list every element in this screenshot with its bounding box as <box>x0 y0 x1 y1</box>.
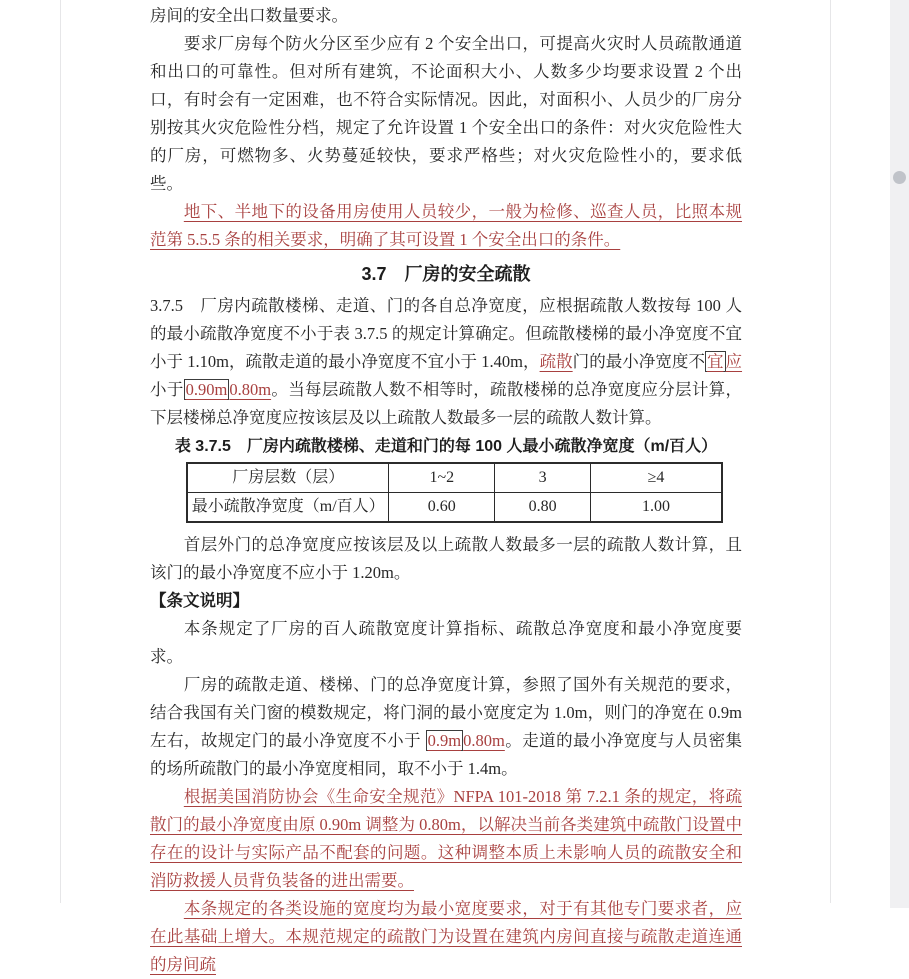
paragraph <box>150 2 742 30</box>
text-run: 要求厂房每个防火分区至少应有 2 个安全出口，可提高火灾时人员疏散通道和出口的可靠性。但对所有建筑，不论面积大小、人数多少均要求设置 2 个出口，有时会有一定困难，也不符合实际情况。因此，对面积小、人员少的厂房分别按其火灾危险性分档，规定了允许设置 1 个安全出口的条件：对火灾危险性大的厂房，可燃物多、火势蔓延较快，要求严格些；对火灾危险性小的，要求低些。 <box>150 34 742 193</box>
paragraph <box>150 198 742 254</box>
table-cell: 1~2 <box>389 463 495 493</box>
inserted-revision-text: 应 <box>725 352 743 371</box>
scrollbar-thumb[interactable] <box>893 171 906 184</box>
deleted-revision-text: 0.9m <box>427 731 462 750</box>
paragraph <box>150 531 742 587</box>
inserted-revision-text: 根据美国消防协会《生命安全规范》NFPA 101-2018 第 7.2.1 条的规定，将疏散门的最小净宽度由原 0.90m 调整为 0.80m，以解决当前各类建筑中疏散门设置中存在的设计与实际产品不配套的问题。这种调整本质上未影响人员的疏散安全和消防救援人员背负装备的进出需要。 <box>150 787 742 890</box>
inserted-revision-text: 0.80m <box>463 731 505 750</box>
table-cell: ≥4 <box>591 463 722 493</box>
paragraph <box>150 671 742 783</box>
text-run: 房间的安全出口数量要求。 <box>150 6 348 25</box>
inserted-revision-text: 本条规定的各类设施的宽度均为最小宽度要求，对于有其他专门要求者，应在此基础上增大。本规范规定的疏散门为设置在建筑内房间直接与疏散走道连通的房间疏 <box>150 899 742 974</box>
text-run: 厂房的疏散走道、楼梯、门的总净宽度计算，参照了国外有关规范的要求，结合我国有关门窗的模数规定，将门洞的最小宽度定为 1.0m，则门的净宽在 0.9m 左右，故规定门的最小净宽度不小于 <box>150 675 742 750</box>
page-right-edge <box>830 0 831 903</box>
text-run: 门的最小净宽度不 <box>572 352 705 371</box>
inserted-revision-text: 疏散 <box>539 352 573 371</box>
table-cell: 最小疏散净宽度（m/百人） <box>187 493 389 523</box>
table-value-row <box>187 493 722 523</box>
inserted-revision-text: 地下、半地下的设备用房使用人员较少，一般为检修、巡查人员，比照本规范第 5.5.5 条的相关要求，明确了其可设置 1 个安全出口的条件。 <box>150 202 742 249</box>
text-run: 3.7 厂房的安全疏散 <box>361 264 531 284</box>
text-run: 首层外门的总净宽度应按该层及以上疏散人数最多一层的疏散人数计算，且该门的最小净宽度不应小于 1.20m。 <box>150 535 742 582</box>
table-caption: 表 3.7.5 厂房内疏散楼梯、走道和门的每 100 人最小疏散净宽度（m/百人） <box>174 438 718 455</box>
page-left-edge <box>60 0 61 903</box>
table-cell: 0.60 <box>389 493 495 523</box>
text-run: 。当每层疏散人数不相等时，疏散楼梯的总净宽度应分层计算，下层楼梯总净宽度应按该层及以上疏散人数最多一层的疏散人数计算。 <box>150 380 743 427</box>
text-run: 3.7.5 厂房内疏散楼梯、走道、门的各自总净宽度，应根据疏散人数按每 100 人的最小疏散净宽度不小于表 3.7.5 的规定计算确定。但疏散楼梯的最小净宽度不宜小于 1.10m，疏散走道的最小净宽度不宜小于 1.40m， <box>150 296 742 371</box>
commentary-label <box>150 587 742 615</box>
paragraph <box>150 615 742 671</box>
section-heading <box>150 260 742 288</box>
deleted-revision-text: 0.90m <box>185 380 228 399</box>
table-header-row <box>187 463 722 493</box>
text-run: 。走道的最小净宽度与人员密集的场所疏散门的最小净宽度相同，取不小于 1.4m。 <box>150 731 743 778</box>
text-run: 小于 <box>150 380 184 399</box>
paragraph <box>150 292 742 432</box>
paragraph <box>150 783 742 895</box>
evacuation-width-table <box>186 462 723 523</box>
text-run: 本条规定了厂房的百人疏散宽度计算指标、疏散总净宽度和最小净宽度要求。 <box>150 619 742 666</box>
inserted-revision-text: 0.80m <box>229 380 272 399</box>
paragraph <box>150 30 742 198</box>
text-run: 【条文说明】 <box>150 592 249 610</box>
paragraphs-after-table <box>150 531 742 979</box>
deleted-revision-text: 宜 <box>706 352 724 371</box>
table-cell: 1.00 <box>591 493 722 523</box>
paragraphs-before-table <box>150 2 742 432</box>
table-cell: 0.80 <box>495 493 591 523</box>
page-content <box>150 2 742 979</box>
table-cell: 厂房层数（层） <box>187 463 389 493</box>
table-cell: 3 <box>495 463 591 493</box>
scrollbar-track[interactable] <box>890 0 909 908</box>
